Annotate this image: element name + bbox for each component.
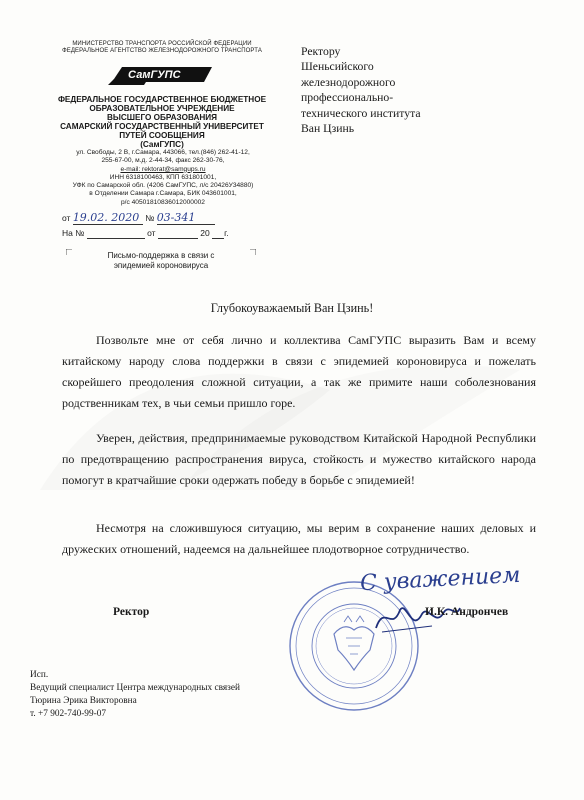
body-paragraph: Несмотря на сложившуюся ситуацию, мы верим в сохранение наших деловых и дружеских отношений, надеемся на дальнейшее плодотворное сотрудничество. — [62, 521, 536, 556]
recipient-line: железнодорожного — [301, 75, 396, 89]
agency-name: ФЕДЕРАЛЬНОЕ АГЕНТСТВО ЖЕЛЕЗНОДОРОЖНОГО ТРАНСПОРТА — [62, 48, 262, 54]
body-paragraph: Уверен, действия, предпринимаемые руководством Китайской Народной Республики по предотвращению распространения вируса, стойкость и мужество китайского народа помогут в кратчайшие сроки одержать победу в борьбе с эпидемией! — [62, 431, 536, 487]
reference-number-line — [62, 211, 215, 225]
letter-body — [62, 428, 536, 491]
incoming-reference-line — [62, 228, 229, 239]
ref-number: 03-341 — [157, 211, 215, 225]
body-paragraph: Позвольте мне от себя лично и коллектива СамГУПС выразить Вам и всему китайскому народу слова поддержки в связи с эпидемией короновируса и пожелать скорейшего преодоления сложной ситуации, а так же примите наши соболезнования родственникам тех, в чьи семьи пришло горе. — [62, 333, 536, 410]
address-line: ИНН 6318100463, КПП 631801001, — [109, 173, 217, 181]
org-line: ФЕДЕРАЛЬНОЕ ГОСУДАРСТВЕННОЕ БЮДЖЕТНОЕ — [57, 95, 267, 104]
samgups-logo — [108, 64, 218, 86]
recipient-line: Ректору — [301, 45, 341, 58]
subject-line: Письмо-поддержка в связи с — [107, 251, 215, 260]
letter-body — [62, 330, 536, 414]
greeting: Глубокоуважаемый Ван Цзинь! — [210, 301, 374, 315]
subject-block — [66, 249, 256, 275]
address-line: р/с 40501810836012000002 — [121, 198, 205, 206]
address-line: ул. Свободы, 2 В, г.Самара, 443066, тел.(846) 262-41-12, — [76, 149, 250, 156]
subject-line: эпидемией короновируса — [113, 261, 209, 270]
logo-text: СамГУПС — [128, 69, 181, 81]
signature-mark — [372, 598, 462, 638]
address-line: e-mail: rektorat@samgups.ru — [120, 165, 206, 173]
org-line: ОБРАЗОВАТЕЛЬНОЕ УЧРЕЖДЕНИЕ — [89, 104, 235, 113]
handwritten-signoff: С уважением — [359, 562, 522, 597]
org-line: САМАРСКИЙ ГОСУДАРСТВЕННЫЙ УНИВЕРСИТЕТ — [60, 122, 264, 131]
letter-body — [62, 518, 536, 560]
signatory-position: Ректор — [113, 606, 150, 618]
executor-label: Исп. — [30, 670, 49, 680]
org-line: ПУТЕЙ СООБЩЕНИЯ — [119, 131, 205, 140]
recipient-line: профессионально- — [301, 91, 394, 105]
ref-from-label: от — [62, 213, 71, 223]
ref-year: 20 — [200, 228, 210, 238]
recipient-line: Ван Цзинь — [301, 122, 355, 136]
ref-ot-label: от — [147, 228, 156, 238]
ref-na-label: На № — [62, 228, 85, 238]
address-line: УФК по Самарской обл. (4206 СамГУПС, л/с 20426У34880) — [72, 182, 254, 190]
recipient-line: Шеньсийского — [301, 60, 374, 74]
ref-no-label: № — [145, 213, 155, 223]
ref-date: 19.02. 2020 — [73, 211, 143, 225]
signatory-name: И.К. Андрончев — [425, 606, 509, 618]
ministry-name: МИНИСТЕРСТВО ТРАНСПОРТА РОССИЙСКОЙ ФЕДЕРАЦИИ — [72, 41, 252, 47]
org-line: (СамГУПС) — [140, 140, 184, 149]
org-line: ВЫСШЕГО ОБРАЗОВАНИЯ — [106, 113, 218, 122]
organization-name — [52, 95, 272, 149]
ref-year-suffix: г. — [224, 228, 229, 238]
subject-corner-marks — [66, 249, 256, 275]
recipient-line: технического института — [301, 106, 421, 120]
address-line: в Отделении Самара г.Самара, БИК 043601001, — [89, 190, 237, 198]
executor-block — [30, 669, 240, 721]
recipient-block — [301, 44, 421, 136]
address-line: 255-67-00, м.д. 2-44-34, факс 262-30-76, — [101, 157, 225, 165]
executor-name: Тюрина Эрика Викторовна — [30, 696, 137, 706]
executor-phone: т. +7 902-740-99-07 — [30, 709, 106, 719]
organization-address — [58, 149, 268, 207]
executor-position: Ведущий специалист Центра международных связей — [30, 683, 240, 693]
